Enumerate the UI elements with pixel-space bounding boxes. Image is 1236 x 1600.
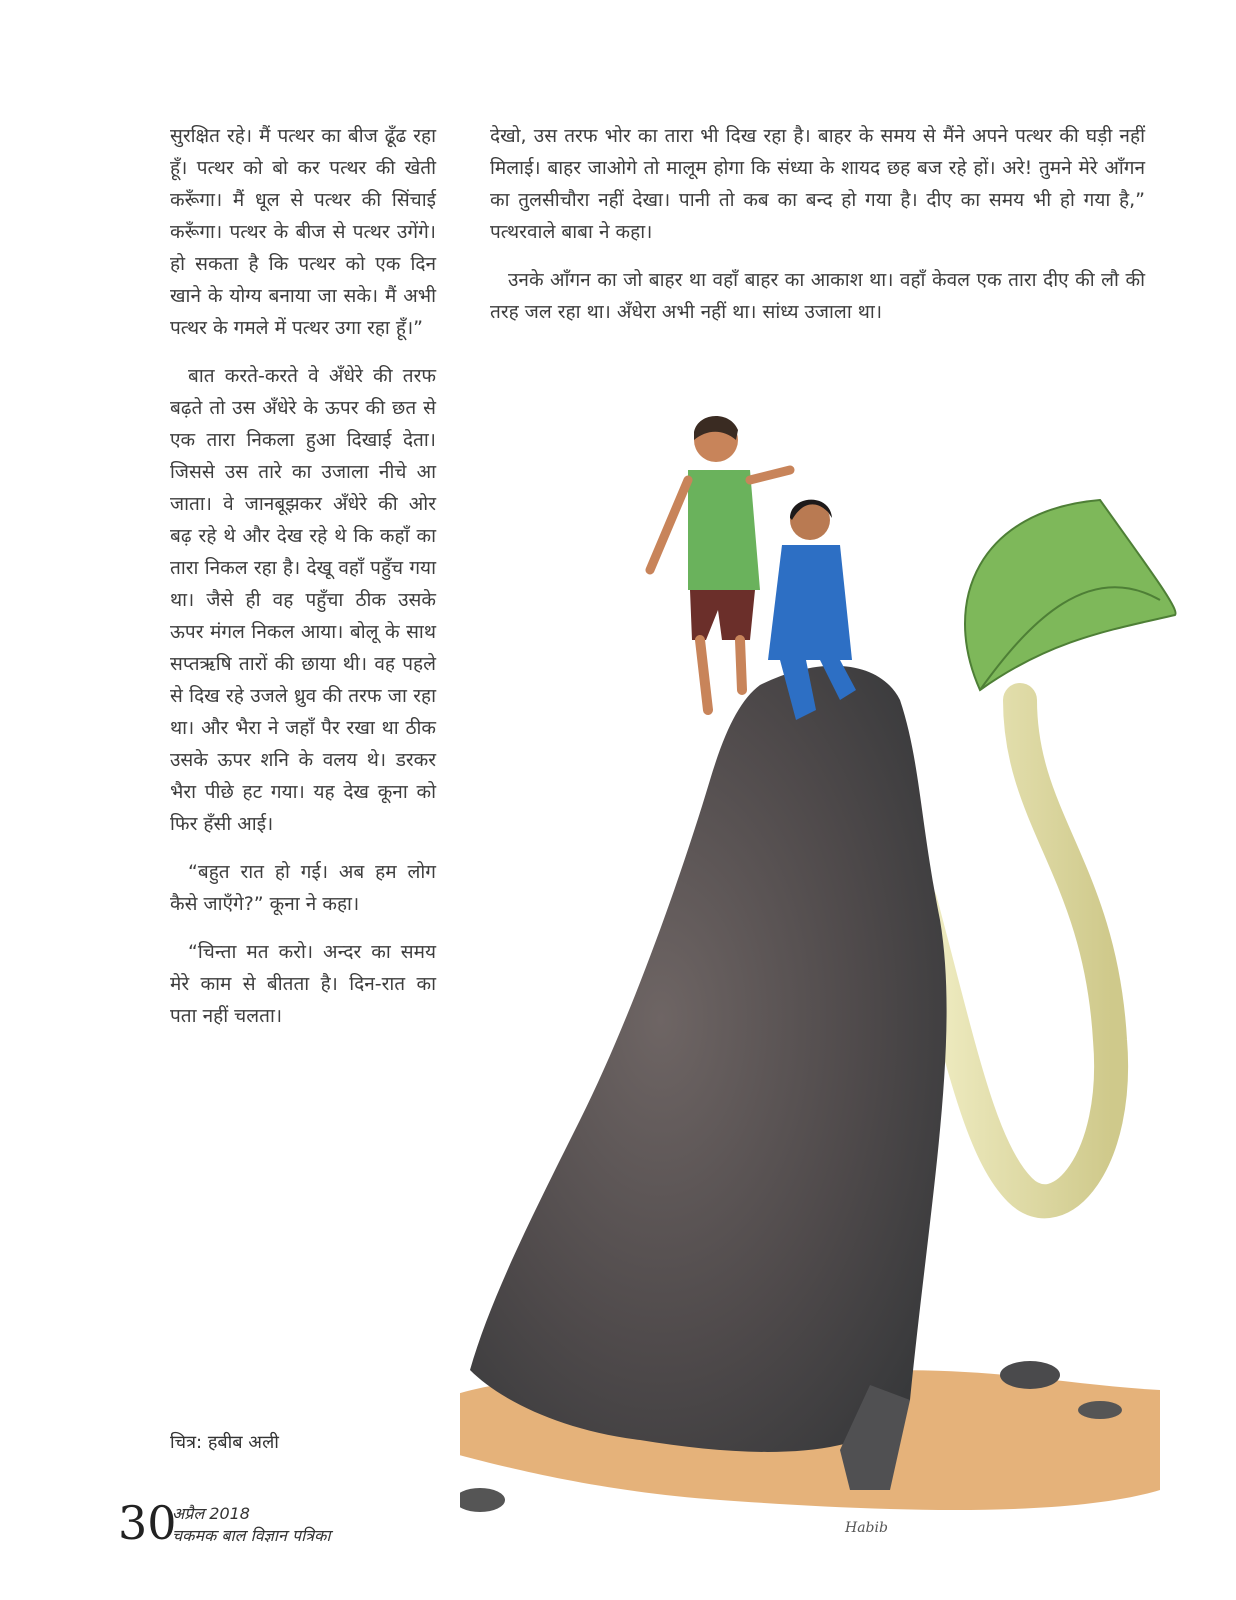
- pebble: [1000, 1361, 1060, 1389]
- paragraph: उनके आँगन का जो बाहर था वहाँ बाहर का आकाश था। वहाँ केवल एक तारा दीए की लौ की तरह जल रहा था। अँधेरा अभी नहीं था। सांध्य उजाला था।: [490, 269, 1145, 323]
- rock: [470, 666, 947, 1452]
- left-text-column: [170, 120, 436, 1048]
- boy-figure: [650, 416, 790, 710]
- footer-issue: अप्रैल 2018: [172, 1504, 250, 1523]
- paragraph: बात करते-करते वे अँधेरे की तरफ बढ़ते तो उस अँधेरे के ऊपर की छत से एक तारा निकला हुआ दिखाई देता। जिससे उस तारे का उजाला नीचे आ जाता। वे जानबूझकर अँधेरे की ओर बढ़ रहे थे और देख रहे थे कि कहाँ का तारा निकल रहा है। देखू वहाँ पहुँच गया था। जैसे ही वह पहुँचा ठीक उसके ऊपर मंगल निकल आया। बोलू के साथ सप्तऋषि तारों की छाया थी। वह पहले से दिख रहे उजले ध्रुव की तरफ जा रहा था। और भैरा ने जहाँ पैर रखा था ठीक उसके ऊपर शनि के वलय थे। डरकर भैरा पीछे हट गया। यह देख कूना को फिर हँसी आई।: [170, 365, 436, 835]
- sprout-leaf: [965, 500, 1176, 690]
- illustration-credit: चित्र: हबीब अली: [170, 1432, 279, 1453]
- artist-signature: Habib: [845, 1520, 888, 1536]
- paragraph: देखो, उस तरफ भोर का तारा भी दिख रहा है। बाहर के समय से मैंने अपने पत्थर की घड़ी नहीं मिलाई। बाहर जाओगे तो मालूम होगा कि संध्या के शायद छह बज रहे हों। अरे! तुमने मेरे आँगन का तुलसीचौरा नहीं देखा। पानी तो कब का बन्द हो गया है। दीए का समय भी हो गया है,” पत्थरवाले बाबा ने कहा।: [490, 125, 1145, 243]
- sprout-stem: [920, 700, 1111, 1201]
- paragraph: “चिन्ता मत करो। अन्दर का समय मेरे काम से बीतता है। दिन-रात का पता नहीं चलता।: [170, 941, 436, 1027]
- illustration-rock-sprout: [460, 400, 1236, 1600]
- footer-magazine: चकमक बाल विज्ञान पत्रिका: [172, 1526, 331, 1545]
- pebble: [1078, 1401, 1122, 1419]
- paragraph: “बहुत रात हो गई। अब हम लोग कैसे जाएँगे?” कूना ने कहा।: [170, 861, 436, 915]
- paragraph: सुरक्षित रहे। मैं पत्थर का बीज ढूँढ रहा हूँ। पत्थर को बो कर पत्थर की खेती करूँगा। मैं धूल से पत्थर की सिंचाई करूँगा। पत्थर के बीज से पत्थर उगेंगे। हो सकता है कि पत्थर को एक दिन खाने के योग्य बनाया जा सके। मैं अभी पत्थर के गमले में पत्थर उगा रहा हूँ।”: [170, 125, 436, 339]
- pebble: [460, 1488, 505, 1512]
- page-number: 30: [118, 1496, 177, 1550]
- right-text-column: [490, 120, 1145, 344]
